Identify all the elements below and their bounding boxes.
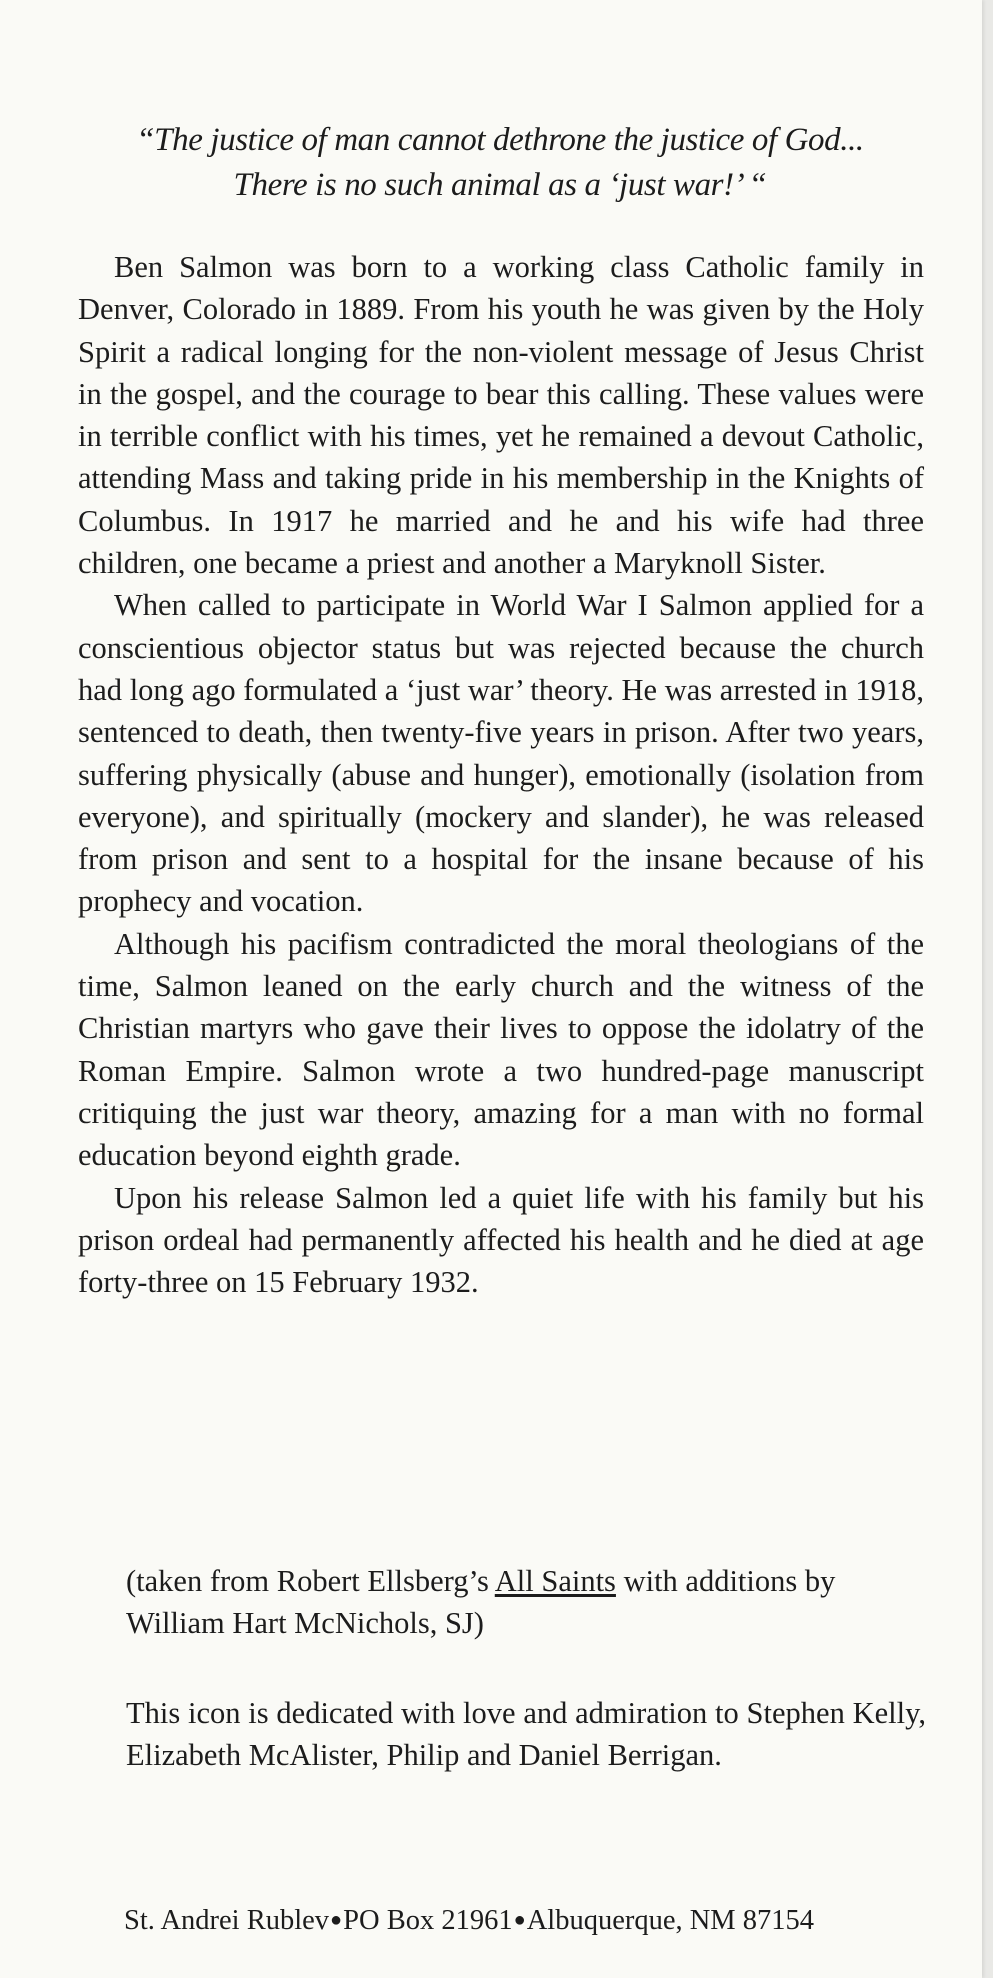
epigraph-quote bbox=[60, 118, 940, 208]
city-state-zip: Albuquerque, NM 87154 bbox=[526, 1905, 815, 1936]
quote-line-2: There is no such animal as a ‘just war!’ “ bbox=[233, 167, 767, 203]
biography-paragraph-1: Ben Salmon was born to a working class Catholic family in Denver, Colorado in 1889. From his youth he was given by the Holy Spirit a radical longing for the non-violent message of Jesus Christ in the gospel, and the courage to bear this calling. These values were in terrible conflict with his times, yet he remained a devout Catholic, attending Mass and taking pride in his membership in the Knights of Columbus. In 1917 he married and he and his wife had three children, one became a priest and another a Maryknoll Sister. bbox=[78, 250, 924, 581]
biography-paragraph-3: Although his pacifism contradicted the moral theologians of the time, Salmon leaned on the early church and the witness of the Christian martyrs who gave their lives to oppose the idolatry of the Roman Empire. Salmon wrote a two hundred-page manuscript critiquing the just war theory, amazing for a man with no formal education beyond eighth grade. bbox=[78, 926, 924, 1173]
biography bbox=[78, 246, 924, 1303]
bullet-separator-2: ● bbox=[513, 1909, 526, 1931]
quote-line-1: “The justice of man cannot dethrone the justice of God... bbox=[136, 122, 864, 158]
biography-paragraph-4: Upon his release Salmon led a quiet life with his family but his prison ordeal had permanently affected his health and he died at age forty-three on 15 February 1932. bbox=[78, 1180, 924, 1300]
publisher-address bbox=[124, 1900, 944, 1941]
source-citation bbox=[126, 1560, 926, 1645]
source-suffix: with additions by William Hart McNichols, SJ) bbox=[126, 1564, 836, 1641]
biography-paragraph-2: When called to participate in World War I Salmon applied for a conscientious objector status but was rejected because the church had long ago formulated a ‘just war’ theory. He was arrested in 1918, sentenced to death, then twenty-five years in prison. After two years, suffering physically (abuse and hunger), emotionally (isolation from everyone), and spiritually (mockery and slander), he was released from prison and sent to a hospital for the insane because of his prophecy and vocation. bbox=[78, 588, 924, 919]
po-box: PO Box 21961 bbox=[343, 1905, 513, 1936]
bullet-separator-1: ● bbox=[330, 1909, 343, 1931]
source-prefix: (taken from Robert Ellsberg’s bbox=[126, 1564, 495, 1598]
publisher-name: St. Andrei Rublev bbox=[124, 1905, 330, 1936]
book-title: All Saints bbox=[494, 1564, 616, 1598]
dedication: This icon is dedicated with love and admiration to Stephen Kelly, Elizabeth McAlister, Philip and Daniel Berrigan. bbox=[126, 1696, 926, 1773]
